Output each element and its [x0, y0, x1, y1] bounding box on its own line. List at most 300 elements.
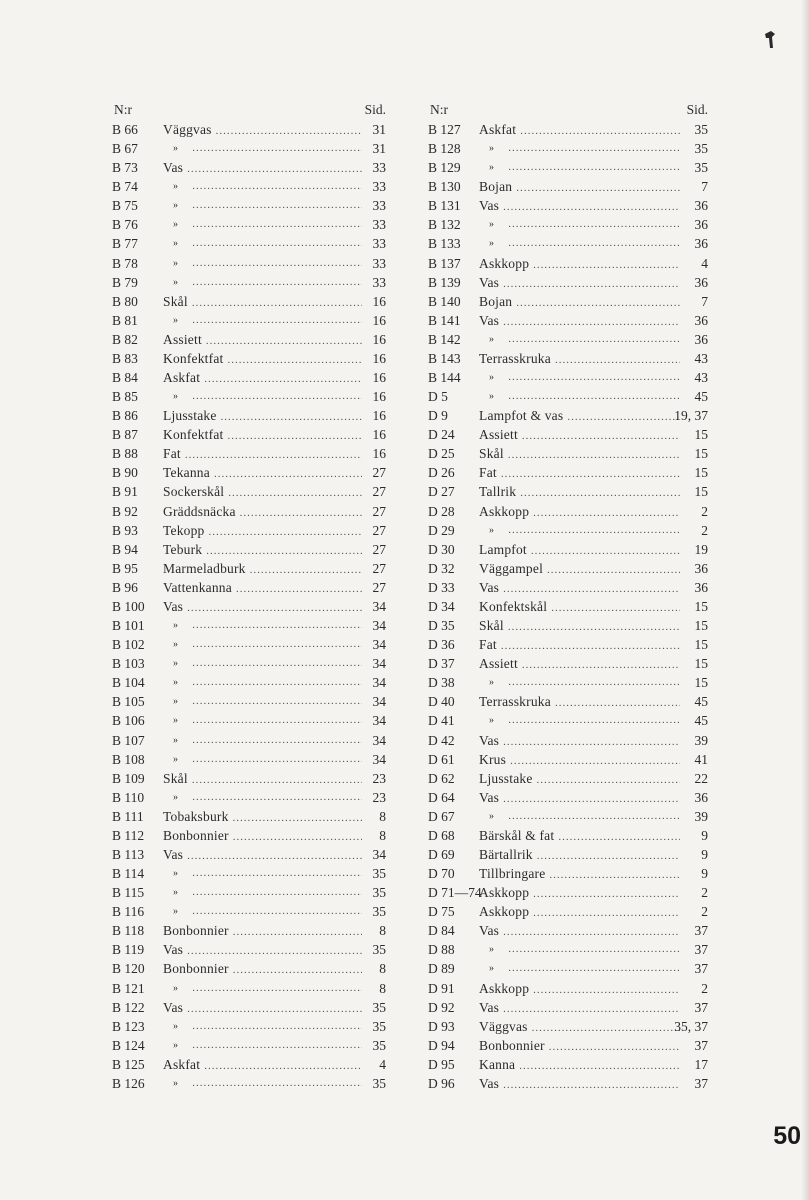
- item-code: D 70: [428, 866, 455, 882]
- item-page-ref: 35: [372, 999, 386, 1015]
- item-page-ref: 16: [372, 370, 386, 386]
- nr-header: N:r: [114, 102, 132, 117]
- item-page-ref: 36: [694, 579, 708, 595]
- item-page-ref: 4: [379, 1056, 386, 1072]
- item-name: »: [173, 887, 179, 899]
- item-description: [163, 215, 362, 234]
- dot-leader: [508, 139, 680, 158]
- item-code: B 93: [112, 522, 138, 538]
- dot-leader: [192, 139, 362, 158]
- item-description: [479, 826, 680, 847]
- item-name: Tobaksburk: [163, 808, 229, 824]
- item-name: Vas: [479, 198, 500, 214]
- index-row: [424, 731, 712, 750]
- index-row: [424, 1036, 712, 1055]
- index-row: [108, 215, 390, 234]
- item-description: [163, 998, 362, 1019]
- item-name: »: [173, 982, 179, 994]
- left-column-header: [108, 102, 390, 120]
- item-description: [479, 998, 680, 1019]
- item-description: [163, 902, 362, 921]
- item-page-ref: 35: [372, 1075, 386, 1091]
- item-description: [479, 292, 680, 313]
- dot-leader: [508, 330, 680, 349]
- item-code: B 79: [112, 274, 138, 290]
- item-description: [163, 845, 362, 866]
- item-description: [163, 807, 362, 828]
- item-name: Askkopp: [479, 503, 530, 519]
- item-code: B 127: [428, 122, 461, 137]
- item-name: Kanna: [479, 1056, 516, 1072]
- item-code: B 132: [428, 217, 461, 233]
- dot-leader: [192, 692, 362, 711]
- item-page-ref: 16: [372, 408, 386, 424]
- item-name: Vas: [163, 999, 184, 1015]
- index-row: [424, 521, 712, 540]
- index-row: [424, 578, 712, 597]
- item-page-ref: 39: [694, 732, 708, 748]
- item-description: [163, 711, 362, 730]
- item-name: Teburk: [163, 541, 203, 557]
- index-row: [108, 979, 390, 998]
- item-code: B 86: [112, 408, 138, 424]
- item-page-ref: 15: [694, 618, 708, 634]
- item-page-ref: 36: [694, 198, 708, 214]
- item-name: »: [173, 620, 179, 632]
- item-name: »: [489, 715, 495, 727]
- item-description: [163, 979, 362, 998]
- dot-leader: [508, 940, 680, 959]
- item-page-ref: 2: [701, 885, 708, 901]
- item-page-ref: 27: [372, 541, 386, 557]
- dot-leader: [192, 311, 362, 330]
- item-page-ref: 34: [372, 694, 386, 710]
- item-description: [163, 368, 362, 389]
- item-code: B 66: [112, 122, 138, 137]
- item-name: »: [173, 276, 179, 288]
- item-page-ref: 27: [372, 522, 386, 538]
- item-code: B 81: [112, 312, 138, 328]
- item-description: [479, 559, 680, 580]
- index-row: [108, 406, 390, 425]
- dot-leader: [192, 196, 362, 215]
- item-code: B 108: [112, 751, 145, 767]
- item-code: B 140: [428, 293, 461, 309]
- item-code: D 29: [428, 522, 455, 538]
- item-code: D 69: [428, 846, 455, 862]
- index-row: [108, 425, 390, 444]
- dot-leader: [192, 883, 362, 902]
- index-row: [424, 158, 712, 177]
- item-code: D 36: [428, 637, 455, 653]
- item-code: B 106: [112, 713, 145, 729]
- item-name: Assiett: [163, 331, 202, 347]
- item-code: B 102: [112, 637, 145, 653]
- item-description: [479, 1036, 680, 1057]
- item-code: B 90: [112, 465, 138, 481]
- item-code: B 121: [112, 980, 145, 996]
- item-description: [479, 769, 680, 790]
- item-description: [163, 330, 362, 351]
- index-row: [108, 120, 390, 139]
- item-page-ref: 19, 37: [674, 408, 708, 424]
- item-name: Vas: [163, 160, 184, 176]
- item-code: B 77: [112, 236, 138, 252]
- index-row: [424, 559, 712, 578]
- item-description: [163, 1036, 362, 1055]
- item-page-ref: 39: [694, 808, 708, 824]
- item-page-ref: 36: [694, 331, 708, 347]
- item-page-ref: 8: [379, 980, 386, 996]
- index-row: [424, 750, 712, 769]
- item-name: Vas: [479, 732, 500, 748]
- item-page-ref: 8: [379, 923, 386, 939]
- index-row: [424, 139, 712, 158]
- item-code: B 128: [428, 141, 461, 157]
- item-name: Vattenkanna: [163, 579, 232, 595]
- item-name: Ljusstake: [163, 408, 217, 424]
- item-code: D 30: [428, 541, 455, 557]
- item-name: »: [489, 333, 495, 345]
- item-page-ref: 35: [694, 122, 708, 137]
- item-description: [479, 1017, 680, 1038]
- item-description: [163, 196, 362, 215]
- item-description: [163, 921, 362, 942]
- item-code: D 92: [428, 999, 455, 1015]
- dot-leader: [192, 254, 362, 273]
- item-code: D 25: [428, 446, 455, 462]
- item-description: [163, 864, 362, 883]
- item-description: [163, 578, 362, 599]
- index-row: [424, 120, 712, 139]
- dot-leader: [508, 959, 680, 978]
- item-description: [479, 234, 680, 253]
- index-row: [108, 521, 390, 540]
- item-code: B 137: [428, 255, 461, 271]
- item-code: D 26: [428, 465, 455, 481]
- item-page-ref: 7: [701, 293, 708, 309]
- item-description: [163, 673, 362, 692]
- index-row: [424, 444, 712, 463]
- index-row: [108, 578, 390, 597]
- dot-leader: [508, 215, 680, 234]
- item-page-ref: 16: [372, 331, 386, 347]
- item-page-ref: 43: [694, 370, 708, 386]
- item-page-ref: 27: [372, 484, 386, 500]
- dot-leader: [192, 731, 362, 750]
- item-description: [479, 540, 680, 561]
- index-row: [108, 731, 390, 750]
- item-page-ref: 23: [372, 789, 386, 805]
- item-code: B 95: [112, 560, 138, 576]
- item-page-ref: 34: [372, 675, 386, 691]
- item-name: »: [173, 658, 179, 670]
- item-page-ref: 31: [372, 141, 386, 157]
- index-row: [108, 902, 390, 921]
- item-page-ref: 8: [379, 961, 386, 977]
- item-name: Bonbonnier: [163, 961, 229, 977]
- item-code: B 94: [112, 541, 138, 557]
- left-index-column: [108, 102, 390, 1093]
- item-description: [479, 463, 680, 484]
- item-description: [163, 177, 362, 196]
- item-page-ref: 8: [379, 827, 386, 843]
- item-description: [163, 254, 362, 273]
- index-row: [424, 406, 712, 425]
- item-name: »: [173, 715, 179, 727]
- item-code: B 109: [112, 770, 145, 786]
- item-name: »: [489, 162, 495, 174]
- item-page-ref: 27: [372, 560, 386, 576]
- item-code: D 35: [428, 618, 455, 634]
- item-name: »: [173, 639, 179, 651]
- item-page-ref: 19: [694, 541, 708, 557]
- dot-leader: [192, 979, 362, 998]
- index-row: [108, 616, 390, 635]
- index-row: [424, 234, 712, 253]
- item-description: [479, 196, 680, 217]
- item-page-ref: 35: [694, 141, 708, 157]
- item-name: »: [173, 391, 179, 403]
- item-code: B 92: [112, 503, 138, 519]
- item-code: D 28: [428, 503, 455, 519]
- item-code: B 130: [428, 179, 461, 195]
- item-code: B 139: [428, 274, 461, 290]
- item-page-ref: 37: [694, 999, 708, 1015]
- item-description: [479, 578, 680, 599]
- item-page-ref: 37: [694, 961, 708, 977]
- item-page-ref: 45: [694, 694, 708, 710]
- item-page-ref: 2: [701, 980, 708, 996]
- item-name: Krus: [479, 751, 507, 767]
- item-code: B 124: [112, 1037, 145, 1053]
- item-code: D 41: [428, 713, 455, 729]
- item-page-ref: 15: [694, 465, 708, 481]
- item-code: D 27: [428, 484, 455, 500]
- item-page-ref: 43: [694, 350, 708, 366]
- item-description: [163, 731, 362, 750]
- item-code: B 144: [428, 370, 461, 386]
- item-code: B 78: [112, 255, 138, 271]
- item-description: [479, 864, 680, 885]
- index-row: [424, 940, 712, 959]
- dot-leader: [192, 1036, 362, 1055]
- item-name: Assiett: [479, 427, 518, 443]
- index-row: [108, 1036, 390, 1055]
- index-row: [424, 883, 712, 902]
- item-name: »: [173, 257, 179, 269]
- index-row: [108, 597, 390, 616]
- right-index-column: [424, 102, 712, 1093]
- index-row: [108, 387, 390, 406]
- item-description: [479, 482, 680, 503]
- item-name: »: [173, 181, 179, 193]
- item-code: B 120: [112, 961, 145, 977]
- item-page-ref: 9: [701, 846, 708, 862]
- dot-leader: [192, 711, 362, 730]
- item-code: B 129: [428, 160, 461, 176]
- index-row: [424, 387, 712, 406]
- item-description: [479, 139, 680, 158]
- item-description: [163, 521, 362, 542]
- item-description: [479, 330, 680, 349]
- item-page-ref: 35: [372, 866, 386, 882]
- dot-leader: [192, 654, 362, 673]
- index-row: [108, 864, 390, 883]
- item-description: [479, 750, 680, 771]
- item-description: [163, 234, 362, 253]
- item-code: B 110: [112, 789, 145, 805]
- index-row: [424, 807, 712, 826]
- item-description: [479, 158, 680, 177]
- item-name: »: [489, 391, 495, 403]
- item-description: [163, 788, 362, 807]
- item-name: Fat: [163, 446, 181, 462]
- item-code: D 67: [428, 808, 455, 824]
- item-code: B 114: [112, 866, 145, 882]
- item-name: Bonbonnier: [163, 827, 229, 843]
- index-row: [424, 540, 712, 559]
- item-code: B 101: [112, 618, 145, 634]
- item-code: D 42: [428, 732, 455, 748]
- sid-header: Sid.: [364, 102, 386, 117]
- index-row: [424, 998, 712, 1017]
- item-description: [479, 311, 680, 332]
- item-description: [479, 387, 680, 406]
- item-description: [163, 940, 362, 961]
- item-name: »: [173, 868, 179, 880]
- item-page-ref: 34: [372, 637, 386, 653]
- item-page-ref: 4: [701, 255, 708, 271]
- item-code: B 83: [112, 350, 138, 366]
- nr-header: N:r: [430, 102, 448, 117]
- item-name: »: [173, 200, 179, 212]
- right-index-list: [424, 120, 712, 1093]
- item-code: D 61: [428, 751, 455, 767]
- left-index-list: [108, 120, 390, 1093]
- item-code: B 125: [112, 1056, 145, 1072]
- item-name: »: [489, 238, 495, 250]
- item-code: B 131: [428, 198, 461, 214]
- index-row: [108, 940, 390, 959]
- item-name: Väggvas: [479, 1018, 528, 1034]
- item-name: »: [173, 734, 179, 746]
- item-name: Bärtallrik: [479, 846, 533, 862]
- item-page-ref: 35: [372, 1037, 386, 1053]
- index-row: [108, 635, 390, 654]
- item-description: [479, 959, 680, 978]
- item-description: [163, 1017, 362, 1036]
- item-description: [163, 635, 362, 654]
- item-name: »: [173, 1077, 179, 1089]
- index-row: [424, 902, 712, 921]
- item-description: [479, 635, 680, 656]
- item-code: D 68: [428, 827, 455, 843]
- item-page-ref: 15: [694, 598, 708, 614]
- item-description: [163, 292, 362, 313]
- item-name: Vas: [163, 942, 184, 958]
- item-name: Bonbonnier: [479, 1037, 545, 1053]
- item-code: B 119: [112, 942, 145, 958]
- dot-leader: [192, 750, 362, 769]
- item-code: B 141: [428, 312, 461, 328]
- item-name: Skål: [163, 293, 188, 309]
- index-row: [424, 482, 712, 501]
- item-page-ref: 33: [372, 198, 386, 214]
- item-name: »: [489, 524, 495, 536]
- item-description: [163, 1074, 362, 1093]
- item-page-ref: 36: [694, 236, 708, 252]
- item-name: »: [489, 963, 495, 975]
- index-row: [108, 1017, 390, 1036]
- item-page-ref: 34: [372, 846, 386, 862]
- item-name: »: [173, 219, 179, 231]
- item-description: [479, 731, 680, 752]
- index-row: [108, 444, 390, 463]
- item-description: [479, 902, 680, 923]
- item-page-ref: 34: [372, 713, 386, 729]
- item-description: [163, 559, 362, 580]
- dot-leader: [192, 234, 362, 253]
- item-page-ref: 34: [372, 598, 386, 614]
- index-row: [424, 463, 712, 482]
- item-name: Askkopp: [479, 885, 530, 901]
- item-code: D 38: [428, 675, 455, 691]
- item-name: Fat: [479, 465, 497, 481]
- index-row: [424, 196, 712, 215]
- item-code: D 89: [428, 961, 455, 977]
- item-description: [163, 387, 362, 406]
- item-page-ref: 33: [372, 236, 386, 252]
- item-description: [163, 769, 362, 790]
- item-name: Ljusstake: [479, 770, 533, 786]
- item-page-ref: 45: [694, 389, 708, 405]
- item-name: Assiett: [479, 656, 518, 672]
- dot-leader: [508, 711, 680, 730]
- item-name: Lampfot: [479, 541, 527, 557]
- item-page-ref: 33: [372, 160, 386, 176]
- item-code: B 75: [112, 198, 138, 214]
- item-code: B 122: [112, 999, 145, 1015]
- dot-leader: [192, 177, 362, 196]
- item-name: Vas: [163, 846, 184, 862]
- index-row: [424, 1074, 712, 1093]
- item-page-ref: 31: [372, 122, 386, 137]
- item-page-ref: 36: [694, 789, 708, 805]
- item-code: D 95: [428, 1056, 455, 1072]
- item-page-ref: 33: [372, 255, 386, 271]
- index-row: [108, 349, 390, 368]
- item-code: B 80: [112, 293, 138, 309]
- index-row: [108, 883, 390, 902]
- item-code: B 88: [112, 446, 138, 462]
- item-description: [163, 959, 362, 980]
- item-name: Tallrik: [479, 484, 517, 500]
- item-code: B 96: [112, 579, 138, 595]
- item-code: D 93: [428, 1018, 455, 1034]
- dot-leader: [508, 368, 680, 387]
- index-row: [108, 158, 390, 177]
- item-description: [163, 349, 362, 370]
- item-name: »: [173, 696, 179, 708]
- index-row: [108, 711, 390, 730]
- item-page-ref: 33: [372, 179, 386, 195]
- item-page-ref: 34: [372, 732, 386, 748]
- item-description: [163, 1055, 362, 1076]
- index-row: [424, 292, 712, 311]
- index-row: [424, 273, 712, 292]
- item-description: [163, 406, 362, 427]
